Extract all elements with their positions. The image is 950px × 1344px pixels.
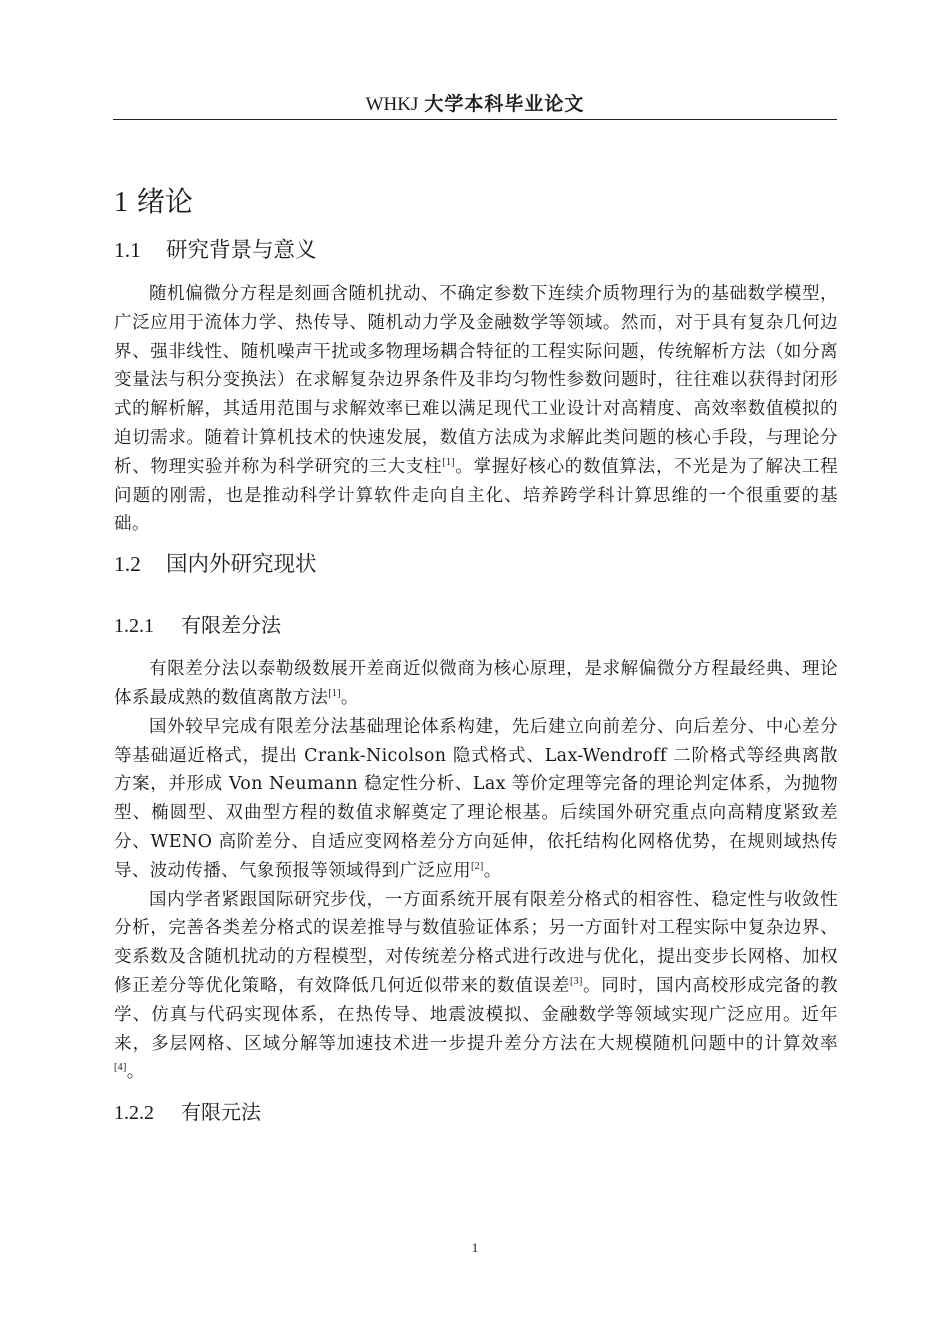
citation-ref[interactable]: [1]: [442, 456, 455, 468]
subsection-heading-1-2-2: [114, 1097, 838, 1128]
paragraph-text: 。同时，国内高校形成完备的教学、仿真与代码实现体系，在热传导、地震波模拟、金融数学等领域实现广泛应用。近年来，多层网格、区域分解等加速技术进一步提升差分方法在大规模随机问题中的计算效率: [114, 975, 839, 1054]
subsection-number: 1.2.2: [114, 1102, 154, 1125]
section-heading-1-2: [114, 549, 838, 580]
section-number: 1.1: [114, 238, 141, 262]
paragraph-text: 国外较早完成有限差分法基础理论体系构建，先后建立向前差分、向后差分、中心差分等基础逼近格式，提出 Crank-Nicolson 隐式格式、Lax-Wendroff 二阶格式等经典离散方案，并形成 Von Neumann 稳定性分析、Lax 等价定理等完备的理论判定体系，为抛物型、椭圆型、双曲型方程的数值求解奠定了理论根基。后续国外研究重点向高精度紧致差分、WENO 高阶差分、自适应变网格差分方向延伸，依托结构化网格优势，在规则域热传导、波动传播、气象预报等领域得到广泛应用: [114, 716, 838, 881]
page-content: [114, 182, 838, 1142]
paragraph-text: 随机偏微分方程是刻画含随机扰动、不确定参数下连续介质物理行为的基础数学模型，广泛应用于流体力学、热传导、随机动力学及金融数学等领域。然而，对于具有复杂几何边界、强非线性、随机噪声干扰或多物理场耦合特征的工程实际问题，传统解析方法（如分离变量法与积分变换法）在求解复杂边界条件及非均匀物性参数问题时，往往难以获得封闭形式的解析解，其适用范围与求解效率已难以满足现代工业设计对高精度、高效率数值模拟的迫切需求。随着计算机技术的快速发展，数值方法成为求解此类问题的核心手段，与理论分析、物理实验并称为科学研究的三大支柱: [114, 284, 838, 477]
section-number: 1.2: [114, 552, 141, 577]
subsection-title-text: 有限差分法: [181, 613, 281, 638]
paragraph-text: 有限差分法以泰勒级数展开差商近似微商为核心原理，是求解偏微分方程最经典、理论体系最成熟的数值离散方法: [114, 659, 838, 708]
paragraph-fdm-intro: [114, 655, 838, 713]
header-brand: WHKJ: [365, 94, 419, 115]
header-title: 大学本科毕业论文: [424, 93, 585, 115]
subsection-number: 1.2.1: [114, 615, 154, 638]
chapter-title: [114, 182, 838, 223]
subsection-heading-1-2-1: [114, 610, 838, 641]
section-title-text: 国内外研究现状: [166, 552, 317, 578]
chapter-title-text: 绪论: [136, 185, 193, 218]
citation-ref[interactable]: [4]: [114, 1062, 127, 1074]
paragraph-text: 。: [483, 860, 502, 881]
page-number: 1: [471, 1240, 479, 1255]
header-rule: [113, 119, 837, 120]
citation-ref[interactable]: [3]: [569, 975, 583, 987]
paragraph-fdm-domestic: [114, 886, 838, 1088]
page-header: [113, 92, 837, 117]
paragraph-text: 。: [340, 687, 359, 708]
paragraph-fdm-foreign: [114, 713, 838, 886]
section-title-text: 研究背景与意义: [166, 238, 317, 263]
section-heading-1-1: [114, 235, 838, 266]
paragraph-text: 。掌握好核心的数值算法，不光是为了解决工程问题的刚需，也是推动科学计算软件走向自主化、培养跨学科计算思维的一个很重要的基础。: [114, 456, 838, 535]
paragraph-background: [114, 280, 838, 539]
paragraph-text: 。: [126, 1062, 145, 1083]
paragraph-text: 国内学者紧跟国际研究步伐，一方面系统开展有限差分格式的相容性、稳定性与收敛性分析，完善各类差分格式的误差推导与数值验证体系；另一方面针对工程实际中复杂边界、变系数及含随机扰动的方程模型，对传统差分格式进行改进与优化，提出变步长网格、加权修正差分等优化策略，有效降低几何近似带来的数值误差: [114, 889, 838, 996]
chapter-number: 1: [114, 187, 128, 218]
citation-ref[interactable]: [1]: [328, 687, 341, 699]
citation-ref[interactable]: [2]: [471, 860, 484, 872]
subsection-title-text: 有限元法: [181, 1100, 261, 1125]
